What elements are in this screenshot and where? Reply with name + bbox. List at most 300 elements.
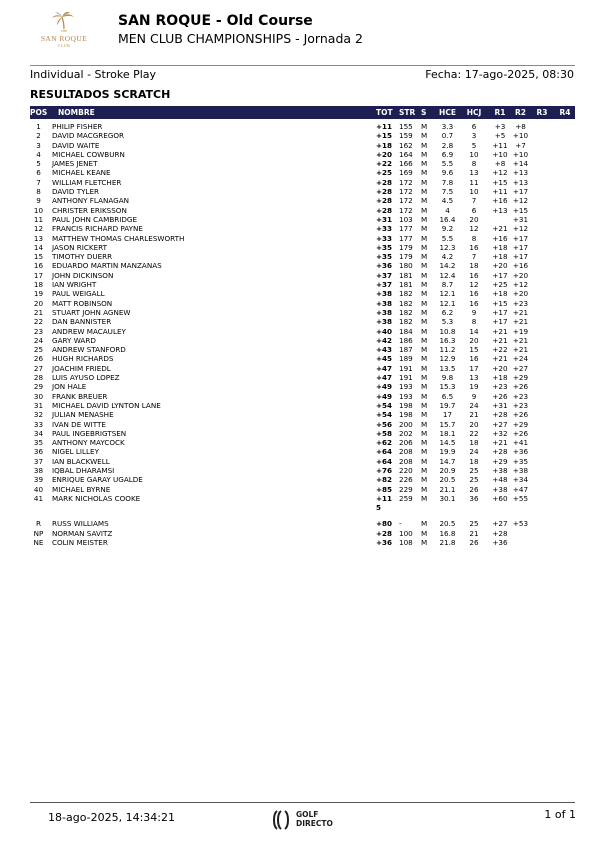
cell-hcj: 18 xyxy=(469,438,479,448)
cell-r2: +31 xyxy=(512,214,529,224)
cell-s: M xyxy=(421,447,428,457)
cell-r1: +16 xyxy=(492,233,508,243)
cell-s: M xyxy=(421,242,428,252)
print-timestamp: 18-ago-2025, 14:34:21 xyxy=(48,811,175,824)
col-str: STR xyxy=(399,108,416,117)
cell-hcj: 8 xyxy=(471,159,477,169)
cell-name: MICHAEL BYRNE xyxy=(52,484,111,494)
cell-hcj: 9 xyxy=(471,391,477,401)
table-row xyxy=(30,392,575,401)
cell-pos: 1 xyxy=(36,122,41,131)
cell-r2: +29 xyxy=(512,419,529,429)
cell-hce: 30.1 xyxy=(439,493,456,503)
cell-pos: NE xyxy=(33,538,44,548)
cell-hce: 12.1 xyxy=(439,298,456,308)
cell-hce: 6.5 xyxy=(441,391,454,401)
cell-name: FRANCIS RICHARD PAYNE xyxy=(52,224,143,234)
cell-tot: +28 xyxy=(376,196,393,206)
cell-r1: +38 xyxy=(492,465,508,475)
cell-tot: +28 xyxy=(376,177,393,187)
cell-tot: +54 xyxy=(376,410,393,420)
cell-hcj: 12 xyxy=(469,224,479,234)
cell-s: M xyxy=(421,373,428,383)
cell-s: M xyxy=(421,196,428,206)
cell-str: 159 xyxy=(399,131,413,141)
cell-str: 206 xyxy=(399,438,413,448)
cell-str: 100 xyxy=(399,528,413,538)
cell-tot: +47 xyxy=(376,373,393,383)
cell-r1: +18 xyxy=(492,242,508,252)
cell-r2: +41 xyxy=(512,438,529,448)
table-row xyxy=(30,196,575,205)
cell-tot: +85 xyxy=(376,484,393,494)
table-row xyxy=(30,141,575,150)
cell-str: 177 xyxy=(399,224,413,234)
cell-pos: 39 xyxy=(33,475,44,485)
cell-name: MATTHEW THOMAS CHARLESWORTH xyxy=(52,233,185,243)
cell-pos: 36 xyxy=(33,447,44,457)
cell-name: MICHAEL DAVID LYNTON LANE xyxy=(52,400,161,410)
cell-s: M xyxy=(421,391,428,401)
cell-hcj: 21 xyxy=(469,410,479,420)
cell-hcj: 6 xyxy=(471,122,477,131)
cell-s: M xyxy=(421,419,428,429)
cell-s: M xyxy=(421,400,428,410)
cell-pos: 2 xyxy=(36,131,41,141)
cell-name: DAVID TYLER xyxy=(52,187,100,197)
table-row xyxy=(30,401,575,410)
cell-name: JON HALE xyxy=(52,382,87,392)
cell-r2: +16 xyxy=(512,261,529,271)
table-row xyxy=(30,529,575,538)
cell-pos: 41 xyxy=(33,493,44,503)
table-row xyxy=(30,131,575,140)
cell-hce: 3.3 xyxy=(441,122,454,131)
table-row xyxy=(30,206,575,215)
cell-s: M xyxy=(421,140,428,150)
cell-hce: 19.9 xyxy=(439,447,456,457)
cell-tot: +49 xyxy=(376,382,393,392)
cell-hcj: 26 xyxy=(469,484,479,494)
cell-s: M xyxy=(421,317,428,327)
cell-name: DAVID WAITE xyxy=(52,140,100,150)
table-row xyxy=(30,438,575,447)
cell-pos: 29 xyxy=(33,382,44,392)
cell-tot: +45 xyxy=(376,354,393,364)
cell-pos: 17 xyxy=(33,270,44,280)
brand-directo: DIRECTO xyxy=(296,818,333,828)
cell-r2: +29 xyxy=(512,373,529,383)
cell-r1: +23 xyxy=(492,382,508,392)
cell-str: 172 xyxy=(399,196,413,206)
cell-s: M xyxy=(421,214,428,224)
cell-r1: +20 xyxy=(492,363,508,373)
page-title: SAN ROQUE - Old Course xyxy=(118,13,313,29)
table-row xyxy=(30,122,575,131)
cell-hcj: 20 xyxy=(469,419,479,429)
cell-r1: +60 xyxy=(492,493,508,503)
table-row xyxy=(30,308,575,317)
cell-r2: +35 xyxy=(512,456,529,466)
table-row xyxy=(30,271,575,280)
table-row xyxy=(30,485,575,494)
cell-r2: +13 xyxy=(512,177,529,187)
cell-str: 155 xyxy=(399,122,413,131)
section-title: RESULTADOS SCRATCH xyxy=(30,88,171,101)
cell-tot: +35 xyxy=(376,252,393,262)
cell-hcj: 7 xyxy=(471,252,477,262)
cell-s: M xyxy=(421,465,428,475)
cell-r1: +26 xyxy=(492,391,508,401)
cell-hce: 6.9 xyxy=(441,149,454,159)
cell-tot: +20 xyxy=(376,149,393,159)
cell-pos: 14 xyxy=(33,242,44,252)
cell-name: PAUL JOHN CAMBRIDGE xyxy=(52,214,138,224)
cell-pos: 8 xyxy=(36,187,41,197)
cell-tot: +38 xyxy=(376,298,393,308)
cell-s: M xyxy=(421,289,428,299)
cell-tot: +47 xyxy=(376,363,393,373)
cell-name: TIMOTHY DUERR xyxy=(52,252,113,262)
cell-s: M xyxy=(421,335,428,345)
cell-str: 200 xyxy=(399,419,413,429)
cell-str: 202 xyxy=(399,428,413,438)
cell-hce: 9.6 xyxy=(441,168,454,178)
cell-hcj: 21 xyxy=(469,528,479,538)
cell-hcj: 12 xyxy=(469,280,479,290)
cell-tot: +25 xyxy=(376,168,393,178)
logo-name: SAN ROQUE xyxy=(40,34,88,43)
cell-tot: +28 xyxy=(376,528,393,538)
cell-s: M xyxy=(421,519,428,529)
cell-str: 182 xyxy=(399,289,413,299)
cell-hcj: 16 xyxy=(469,354,479,364)
cell-pos: 19 xyxy=(33,289,44,299)
cell-r1: +36 xyxy=(492,538,508,548)
table-row xyxy=(30,519,575,528)
golf-directo-logo xyxy=(269,808,349,834)
cell-r2: +20 xyxy=(512,270,529,280)
cell-hcj: 6 xyxy=(471,205,477,215)
cell-str: 181 xyxy=(399,280,413,290)
cell-hcj: 16 xyxy=(469,270,479,280)
cell-pos: 4 xyxy=(36,149,41,159)
cell-hcj: 26 xyxy=(469,538,479,548)
cell-hcj: 20 xyxy=(469,214,479,224)
cell-pos: 20 xyxy=(33,298,44,308)
cell-tot: +35 xyxy=(376,242,393,252)
cell-name: EDUARDO MARTIN MANZANAS xyxy=(52,261,162,271)
cell-pos: 25 xyxy=(33,345,44,355)
cell-r1: +28 xyxy=(492,410,508,420)
cell-str: 177 xyxy=(399,233,413,243)
cell-pos: 26 xyxy=(33,354,44,364)
cell-hcj: 17 xyxy=(469,363,479,373)
table-row xyxy=(30,364,575,373)
table-row xyxy=(30,373,575,382)
cell-str: 198 xyxy=(399,410,413,420)
col-r3: R3 xyxy=(536,108,548,117)
cell-name: PAUL INGEBRIGTSEN xyxy=(52,428,127,438)
cell-hce: 5.5 xyxy=(441,233,454,243)
cell-r1: +3 xyxy=(494,122,506,131)
cell-s: M xyxy=(421,298,428,308)
cell-r1: +31 xyxy=(492,400,508,410)
table-row-wrap xyxy=(30,503,575,512)
cell-tot: +38 xyxy=(376,307,393,317)
cell-pos: 15 xyxy=(33,252,44,262)
cell-str: 187 xyxy=(399,345,413,355)
cell-name: GARY WARD xyxy=(52,335,96,345)
cell-r2: +53 xyxy=(512,519,529,529)
page-subtitle: MEN CLUB CHAMPIONSHIPS - Jornada 2 xyxy=(118,31,363,46)
cell-r1: +21 xyxy=(492,335,508,345)
cell-str: 108 xyxy=(399,538,413,548)
table-row xyxy=(30,475,575,484)
cell-str: 103 xyxy=(399,214,413,224)
cell-hce: 12.3 xyxy=(439,242,456,252)
cell-pos: 40 xyxy=(33,484,44,494)
cell-pos: 10 xyxy=(33,205,44,215)
cell-r2: +8 xyxy=(515,122,526,131)
cell-name: LUIS AYUSO LOPEZ xyxy=(52,373,120,383)
cell-hce: 16.8 xyxy=(439,528,456,538)
col-tot: TOT xyxy=(376,108,393,117)
table-row xyxy=(30,354,575,363)
cell-s: M xyxy=(421,345,428,355)
cell-name: JAMES JENET xyxy=(52,159,98,169)
cell-s: M xyxy=(421,168,428,178)
cell-tot: +37 xyxy=(376,280,393,290)
cell-name: NORMAN SAVITZ xyxy=(52,528,113,538)
cell-hce: 14.5 xyxy=(439,438,456,448)
cell-hcj: 24 xyxy=(469,447,479,457)
cell-r2: +36 xyxy=(512,447,529,457)
cell-hce: 5.5 xyxy=(441,159,454,169)
table-row xyxy=(30,494,575,503)
cell-s: M xyxy=(421,493,428,503)
table-row xyxy=(30,252,575,261)
cell-r1: +18 xyxy=(492,289,508,299)
cell-tot: +15 xyxy=(376,131,393,141)
cell-r1: +15 xyxy=(492,298,508,308)
cell-hcj: 18 xyxy=(469,456,479,466)
cell-str: 191 xyxy=(399,363,413,373)
table-row xyxy=(30,178,575,187)
cell-r1: +18 xyxy=(492,252,508,262)
cell-name: PHILIP FISHER xyxy=(52,122,103,131)
cell-name: PAUL WEIGALL xyxy=(52,289,105,299)
table-spacer xyxy=(30,512,575,519)
cell-hcj: 13 xyxy=(469,168,479,178)
col-r4: R4 xyxy=(559,108,571,117)
palm-tree-icon xyxy=(30,12,98,30)
table-row xyxy=(30,538,575,547)
cell-s: M xyxy=(421,354,428,364)
cell-pos: 5 xyxy=(36,159,41,169)
table-row xyxy=(30,215,575,224)
cell-str: 169 xyxy=(399,168,413,178)
cell-s: M xyxy=(421,187,428,197)
table-row xyxy=(30,345,575,354)
cell-pos: 18 xyxy=(33,280,44,290)
cell-name: ANTHONY MAYCOCK xyxy=(52,438,125,448)
cell-r1: +17 xyxy=(492,307,508,317)
cell-r2: +23 xyxy=(512,298,529,308)
cell-hce: 4.5 xyxy=(441,196,454,206)
club-logo xyxy=(30,12,98,52)
cell-hcj: 15 xyxy=(469,345,479,355)
cell-str: 179 xyxy=(399,252,413,262)
cell-name: IAN WRIGHT xyxy=(52,280,97,290)
table-row xyxy=(30,280,575,289)
cell-hcj: 14 xyxy=(469,326,479,336)
cell-r1: +25 xyxy=(492,280,508,290)
cell-hce: 9.2 xyxy=(441,224,454,234)
cell-s: M xyxy=(421,363,428,373)
cell-tot: +33 xyxy=(376,233,393,243)
cell-str: 172 xyxy=(399,205,413,215)
cell-hcj: 7 xyxy=(471,196,477,206)
cell-tot: +82 xyxy=(376,475,393,485)
cell-hce: 16.4 xyxy=(439,214,456,224)
cell-str: 180 xyxy=(399,261,413,271)
cell-tot: +43 xyxy=(376,345,393,355)
cell-r1: +28 xyxy=(492,447,508,457)
cell-hce: 7.5 xyxy=(441,187,454,197)
cell-name: FRANK BREUER xyxy=(52,391,108,401)
cell-hce: 21.8 xyxy=(439,538,456,548)
cell-tot: +38 xyxy=(376,317,393,327)
cell-hcj: 36 xyxy=(469,493,479,503)
table-row xyxy=(30,168,575,177)
cell-tot: +11 xyxy=(376,122,393,131)
table-row xyxy=(30,336,575,345)
cell-pos: 35 xyxy=(33,438,44,448)
cell-pos: 28 xyxy=(33,373,44,383)
col-hcj: HCJ xyxy=(466,108,482,117)
cell-s: M xyxy=(421,438,428,448)
cell-pos: 11 xyxy=(33,214,44,224)
cell-name: MATT ROBINSON xyxy=(52,298,113,308)
cell-r2: +13 xyxy=(512,168,529,178)
cell-tot: +42 xyxy=(376,335,393,345)
cell-str: 220 xyxy=(399,465,413,475)
cell-pos: 33 xyxy=(33,419,44,429)
cell-str: 184 xyxy=(399,326,413,336)
table-row xyxy=(30,327,575,336)
cell-s: M xyxy=(421,528,428,538)
cell-name: JASON RICKERT xyxy=(52,242,108,252)
cell-r1: +5 xyxy=(494,131,506,141)
cell-str: 208 xyxy=(399,447,413,457)
table-row xyxy=(30,150,575,159)
cell-s: M xyxy=(421,224,428,234)
cell-tot: +28 xyxy=(376,187,393,197)
table-row xyxy=(30,261,575,270)
cell-hcj: 24 xyxy=(469,400,479,410)
cell-name: DAVID MACGREGOR xyxy=(52,131,125,141)
cell-hce: 17 xyxy=(442,410,453,420)
cell-hcj: 8 xyxy=(471,233,477,243)
cell-tot: +40 xyxy=(376,326,393,336)
cell-tot: +76 xyxy=(376,465,393,475)
cell-str: 193 xyxy=(399,391,413,401)
cell-hcj: 25 xyxy=(469,519,479,529)
cell-r1: +21 xyxy=(492,438,508,448)
cell-hcj: 16 xyxy=(469,298,479,308)
cell-pos: NP xyxy=(33,528,44,538)
cell-r1: +15 xyxy=(492,177,508,187)
cell-r2: +17 xyxy=(512,233,529,243)
table-row xyxy=(30,317,575,326)
table-row xyxy=(30,447,575,456)
cell-s: M xyxy=(421,538,428,548)
cell-r1: +21 xyxy=(492,224,508,234)
cell-r1: +10 xyxy=(492,149,508,159)
cell-s: M xyxy=(421,307,428,317)
cell-pos: 30 xyxy=(33,391,44,401)
cell-r1: +21 xyxy=(492,354,508,364)
cell-hcj: 19 xyxy=(469,382,479,392)
play-mode: Individual - Stroke Play xyxy=(30,68,157,81)
table-row xyxy=(30,466,575,475)
cell-r2: +20 xyxy=(512,289,529,299)
cell-r2: +27 xyxy=(512,363,529,373)
cell-str: 226 xyxy=(399,475,413,485)
cell-str: 191 xyxy=(399,373,413,383)
cell-hce: 15.7 xyxy=(439,419,456,429)
cell-str: 193 xyxy=(399,382,413,392)
cell-tot: +58 xyxy=(376,428,393,438)
table-row xyxy=(30,243,575,252)
page-count: 1 of 1 xyxy=(544,808,576,821)
cell-tot: +37 xyxy=(376,270,393,280)
cell-s: M xyxy=(421,205,428,215)
cell-r1: +29 xyxy=(492,456,508,466)
cell-pos: 13 xyxy=(33,233,44,243)
cell-r2: +26 xyxy=(512,428,529,438)
cell-r2: +21 xyxy=(512,307,529,317)
event-date: Fecha: 17-ago-2025, 08:30 xyxy=(425,68,574,81)
col-hce: HCE xyxy=(439,108,456,117)
table-row xyxy=(30,457,575,466)
cell-s: M xyxy=(421,177,428,187)
cell-hcj: 10 xyxy=(469,187,479,197)
cell-r2: +21 xyxy=(512,335,529,345)
cell-hce: 21.1 xyxy=(439,484,456,494)
cell-str: 181 xyxy=(399,270,413,280)
cell-name: STUART JOHN AGNEW xyxy=(52,307,131,317)
cell-name: JULIAN MENASHE xyxy=(52,410,114,420)
cell-pos: R xyxy=(36,519,41,529)
cell-pos: 21 xyxy=(33,307,44,317)
cell-r2: +17 xyxy=(512,252,529,262)
cell-str: - xyxy=(399,519,402,529)
cell-pos: 23 xyxy=(33,326,44,336)
cell-hcj: 3 xyxy=(471,131,477,141)
cell-hce: 2.8 xyxy=(441,140,454,150)
header-divider xyxy=(30,65,575,66)
cell-tot: +62 xyxy=(376,438,393,448)
cell-pos: 16 xyxy=(33,261,44,271)
cell-hce: 18.1 xyxy=(439,428,456,438)
cell-r2: +17 xyxy=(512,242,529,252)
cell-s: M xyxy=(421,326,428,336)
cell-hce: 8.7 xyxy=(441,280,454,290)
cell-r2: +26 xyxy=(512,382,529,392)
cell-str: 259 xyxy=(399,493,413,503)
